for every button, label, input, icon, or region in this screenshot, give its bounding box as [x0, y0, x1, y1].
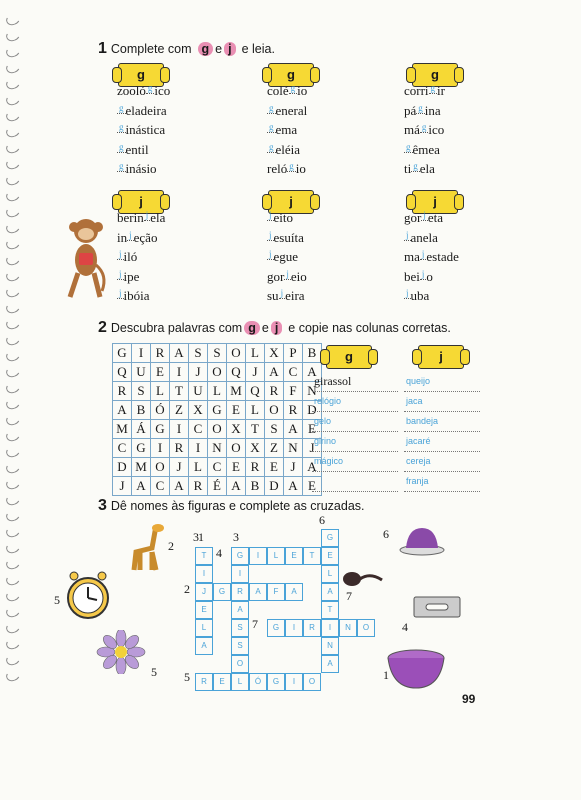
- filled-letter[interactable]: j: [119, 288, 122, 298]
- grid-cell[interactable]: Q: [227, 363, 246, 382]
- crossword-cell[interactable]: O: [231, 655, 249, 673]
- crossword-cell[interactable]: L: [321, 565, 339, 583]
- j-word: $^j$ ibóia: [119, 288, 150, 303]
- spiral-ring: [5, 428, 22, 443]
- clue-number: 4: [402, 620, 408, 634]
- grid-cell[interactable]: Z: [265, 439, 284, 458]
- spiral-ring: [5, 28, 22, 43]
- g-word: má $^g$ ico: [404, 122, 445, 137]
- spiral-ring: [5, 412, 22, 427]
- grid-cell[interactable]: E: [265, 458, 284, 477]
- grid-cell[interactable]: L: [246, 401, 265, 420]
- spiral-ring: [5, 556, 22, 571]
- g-label-scroll: g: [412, 63, 458, 87]
- filled-letter[interactable]: g: [430, 83, 436, 93]
- g-word: reló $^g$ io: [267, 161, 306, 176]
- grid-cell[interactable]: C: [284, 363, 303, 382]
- filled-letter[interactable]: g: [406, 141, 411, 152]
- spiral-ring: [5, 140, 22, 155]
- grid-cell[interactable]: A: [132, 477, 151, 496]
- spiral-ring: [5, 252, 22, 267]
- spiral-ring: [5, 188, 22, 203]
- crossword-cell[interactable]: O: [303, 673, 321, 691]
- grid-cell[interactable]: A: [265, 363, 284, 382]
- crossword-cell[interactable]: N: [339, 619, 357, 637]
- filled-letter[interactable]: j: [119, 268, 122, 279]
- filled-letter[interactable]: j: [269, 249, 272, 259]
- crossword-cell[interactable]: L: [231, 673, 249, 691]
- spiral-ring: [5, 572, 22, 587]
- crossword-cell[interactable]: E: [213, 673, 231, 691]
- spiral-ring: [5, 220, 22, 235]
- answer-line[interactable]: bandeja: [404, 412, 480, 432]
- grid-cell[interactable]: U: [189, 382, 208, 401]
- j-word: in $^j$ eção: [117, 229, 158, 245]
- g-word: $^g$ eléia: [269, 141, 301, 157]
- j-word: ma $^j$ estade: [404, 249, 459, 264]
- grid-cell[interactable]: B: [246, 477, 265, 496]
- spiral-ring: [5, 524, 22, 539]
- grid-cell[interactable]: A: [303, 363, 322, 382]
- filled-letter[interactable]: j: [406, 288, 409, 298]
- filled-letter[interactable]: g: [119, 141, 124, 152]
- grid-cell[interactable]: C: [208, 458, 227, 477]
- spiral-ring: [5, 652, 22, 667]
- j-word: $^j$ anela: [406, 229, 438, 245]
- section-3-title: 3 Dê nomes às figuras e complete as cruzadas.: [98, 497, 365, 514]
- filled-letter[interactable]: g: [421, 122, 427, 132]
- grid-cell[interactable]: J: [189, 363, 208, 382]
- spiral-ring: [5, 204, 22, 219]
- grid-cell[interactable]: P: [284, 344, 303, 363]
- answer-line[interactable]: queijo: [404, 372, 480, 392]
- g-word: $^g$ ema: [269, 122, 298, 137]
- spiral-ring: [5, 108, 22, 123]
- crossword-cell[interactable]: I: [285, 619, 303, 637]
- grid-cell[interactable]: L: [189, 458, 208, 477]
- g-word: $^g$ inásio: [119, 161, 157, 176]
- j-word: su $^j$ eira: [267, 288, 305, 303]
- clue-number: 4: [216, 546, 222, 560]
- j-words-column: [404, 372, 480, 492]
- j-word: $^j$ ipe: [119, 268, 140, 284]
- crossword-cell[interactable]: J: [195, 583, 213, 601]
- page-number: 99: [462, 692, 476, 706]
- grid-cell[interactable]: C: [113, 439, 132, 458]
- crossword-cell[interactable]: G: [321, 529, 339, 547]
- grid-cell[interactable]: O: [265, 401, 284, 420]
- g-word: $^g$ inástica: [119, 122, 166, 137]
- grid-cell[interactable]: X: [265, 344, 284, 363]
- crossword-cell[interactable]: T: [321, 601, 339, 619]
- spiral-ring: [5, 492, 22, 507]
- crossword-cell[interactable]: S: [231, 619, 249, 637]
- spiral-ring: [5, 236, 22, 251]
- spiral-ring: [5, 668, 22, 683]
- grid-cell[interactable]: É: [208, 477, 227, 496]
- grid-cell[interactable]: S: [189, 344, 208, 363]
- grid-cell[interactable]: I: [189, 439, 208, 458]
- crossword-cell[interactable]: A: [249, 583, 267, 601]
- grid-cell[interactable]: R: [265, 382, 284, 401]
- grid-cell[interactable]: I: [132, 344, 151, 363]
- answer-line[interactable]: cereja: [404, 452, 480, 472]
- tadpole-icon: [340, 568, 384, 590]
- crossword-cell[interactable]: E: [321, 547, 339, 565]
- grid-cell[interactable]: O: [208, 420, 227, 439]
- crossword-cell[interactable]: G: [267, 673, 285, 691]
- crossword-cell[interactable]: T: [195, 547, 213, 565]
- answer-line[interactable]: jaca: [404, 392, 480, 412]
- filled-letter[interactable]: g: [289, 161, 294, 171]
- crossword-cell[interactable]: E: [195, 601, 213, 619]
- clue-number: 6: [319, 513, 325, 527]
- clue-number: 7: [346, 589, 352, 603]
- crossword-cell[interactable]: G: [267, 619, 285, 637]
- crossword-cell[interactable]: G: [213, 583, 231, 601]
- giraffe-icon: [126, 522, 170, 572]
- j-word: berin $^j$ ela: [117, 210, 166, 225]
- grid-cell[interactable]: A: [113, 401, 132, 420]
- answer-line[interactable]: gelo: [312, 412, 398, 432]
- word-search-grid: [112, 343, 322, 496]
- grid-cell[interactable]: J: [303, 439, 322, 458]
- grid-cell[interactable]: S: [208, 344, 227, 363]
- filled-letter[interactable]: g: [269, 141, 274, 152]
- g-label-scroll: g: [268, 63, 314, 87]
- grid-cell[interactable]: X: [246, 439, 265, 458]
- clue-number: 3: [233, 530, 239, 544]
- g-label-scroll: g: [118, 63, 164, 87]
- grid-cell[interactable]: G: [113, 344, 132, 363]
- grid-cell[interactable]: E: [303, 477, 322, 496]
- answer-line[interactable]: girino: [312, 432, 398, 452]
- grid-cell[interactable]: T: [170, 382, 189, 401]
- grid-cell[interactable]: B: [303, 344, 322, 363]
- clue-number: 5: [54, 593, 60, 607]
- grid-cell[interactable]: J: [246, 363, 265, 382]
- grid-cell[interactable]: I: [170, 363, 189, 382]
- grid-cell[interactable]: A: [227, 477, 246, 496]
- grid-cell[interactable]: C: [189, 420, 208, 439]
- grid-cell[interactable]: A: [170, 477, 189, 496]
- crossword-cell[interactable]: R: [195, 673, 213, 691]
- crossword-cell[interactable]: I: [285, 673, 303, 691]
- grid-cell[interactable]: A: [284, 420, 303, 439]
- section-1-title: 1 Complete com g e j e leia.: [98, 40, 275, 57]
- filled-letter[interactable]: g: [290, 83, 296, 93]
- grid-cell[interactable]: A: [170, 344, 189, 363]
- crossword-cell[interactable]: A: [285, 583, 303, 601]
- section-2-title: 2 Descubra palavras com g e j e copie nas colunas corretas.: [98, 319, 451, 336]
- grid-cell[interactable]: J: [284, 458, 303, 477]
- filled-letter[interactable]: g: [119, 161, 124, 171]
- grid-cell[interactable]: A: [303, 458, 322, 477]
- spiral-ring: [5, 540, 22, 555]
- crossword-cell[interactable]: I: [195, 565, 213, 583]
- spiral-ring: [5, 300, 22, 315]
- spiral-ring: [5, 268, 22, 283]
- flower-icon: [96, 630, 146, 674]
- grid-cell[interactable]: T: [246, 420, 265, 439]
- spiral-ring: [5, 348, 22, 363]
- g-word: ti $^g$ ela: [404, 161, 435, 176]
- razor-blade-icon: [412, 593, 462, 621]
- filled-letter[interactable]: j: [286, 268, 289, 279]
- answer-line[interactable]: mágico: [312, 452, 398, 472]
- grid-cell[interactable]: R: [170, 439, 189, 458]
- grid-cell[interactable]: X: [227, 420, 246, 439]
- answer-line[interactable]: girassol: [312, 372, 398, 392]
- grid-cell[interactable]: N: [208, 439, 227, 458]
- crossword-cell[interactable]: A: [321, 655, 339, 673]
- grid-cell[interactable]: L: [151, 382, 170, 401]
- g-column-scroll: g: [326, 345, 372, 369]
- grid-cell[interactable]: J: [170, 458, 189, 477]
- section-number: 1: [98, 40, 107, 57]
- grid-cell[interactable]: G: [132, 439, 151, 458]
- g-word: colé $^g$ io: [267, 83, 308, 98]
- filled-letter[interactable]: g: [119, 102, 124, 113]
- grid-cell[interactable]: X: [189, 401, 208, 420]
- spiral-binding: [6, 14, 22, 674]
- grid-cell[interactable]: Z: [170, 401, 189, 420]
- filled-letter[interactable]: g: [418, 102, 423, 113]
- spiral-ring: [5, 92, 22, 107]
- filled-letter[interactable]: j: [421, 268, 425, 279]
- grid-cell[interactable]: R: [113, 382, 132, 401]
- grid-cell[interactable]: M: [113, 420, 132, 439]
- spiral-ring: [5, 172, 22, 187]
- grid-cell[interactable]: E: [303, 420, 322, 439]
- clue-number: 2: [168, 539, 174, 553]
- clue-number: 5: [151, 665, 157, 679]
- j-word: $^j$ uba: [406, 288, 430, 303]
- filled-letter[interactable]: g: [147, 83, 153, 93]
- j-label-scroll: j: [268, 190, 314, 214]
- grid-cell[interactable]: M: [132, 458, 151, 477]
- j-column-scroll: j: [418, 345, 464, 369]
- filled-letter[interactable]: j: [269, 229, 272, 240]
- spiral-ring: [5, 636, 22, 651]
- filled-letter[interactable]: j: [145, 210, 149, 220]
- crossword-cell[interactable]: F: [267, 583, 285, 601]
- grid-cell[interactable]: C: [151, 477, 170, 496]
- filled-letter[interactable]: g: [269, 102, 274, 113]
- grid-cell[interactable]: L: [208, 382, 227, 401]
- clock-icon: [64, 570, 112, 622]
- crossword-cell[interactable]: I: [321, 619, 339, 637]
- filled-letter[interactable]: g: [269, 122, 274, 132]
- crossword-cell[interactable]: R: [303, 619, 321, 637]
- grid-cell[interactable]: M: [227, 382, 246, 401]
- grid-cell[interactable]: O: [227, 439, 246, 458]
- crossword-cell[interactable]: R: [231, 583, 249, 601]
- g-word: $^g$ eladeira: [119, 102, 167, 118]
- clue-number: 1: [198, 530, 204, 544]
- grid-cell[interactable]: S: [265, 420, 284, 439]
- j-word: gor $^j$ eio: [267, 268, 307, 284]
- j-pill: j: [224, 42, 235, 56]
- grid-cell[interactable]: D: [113, 458, 132, 477]
- clue-number: 7: [252, 617, 258, 631]
- j-label-scroll: j: [412, 190, 458, 214]
- spiral-ring: [5, 380, 22, 395]
- grid-cell[interactable]: O: [227, 344, 246, 363]
- g-word: corri $^g$ ir: [404, 83, 445, 98]
- grid-cell[interactable]: N: [284, 439, 303, 458]
- grid-cell[interactable]: R: [151, 344, 170, 363]
- bowl-icon: [386, 648, 446, 692]
- j-word: $^j$ iló: [119, 249, 138, 264]
- spiral-ring: [5, 364, 22, 379]
- grid-cell[interactable]: A: [284, 477, 303, 496]
- filled-letter[interactable]: j: [423, 210, 426, 220]
- crossword-cell[interactable]: I: [249, 547, 267, 565]
- clue-number: 3: [193, 530, 199, 544]
- grid-cell[interactable]: S: [132, 382, 151, 401]
- grid-cell[interactable]: Á: [132, 420, 151, 439]
- crossword-cell[interactable]: A: [321, 583, 339, 601]
- filled-letter[interactable]: j: [406, 229, 409, 240]
- spiral-ring: [5, 44, 22, 59]
- g-word: $^g$ êmea: [406, 141, 440, 157]
- filled-letter[interactable]: g: [413, 161, 418, 171]
- filled-letter[interactable]: j: [129, 229, 132, 240]
- spiral-ring: [5, 124, 22, 139]
- spiral-ring: [5, 508, 22, 523]
- crossword-cell[interactable]: T: [303, 547, 321, 565]
- grid-cell[interactable]: I: [151, 439, 170, 458]
- crossword-cell[interactable]: Ó: [249, 673, 267, 691]
- grid-cell[interactable]: O: [151, 458, 170, 477]
- grid-cell[interactable]: E: [227, 401, 246, 420]
- grid-cell[interactable]: E: [151, 363, 170, 382]
- g-word: $^g$ eneral: [269, 102, 308, 118]
- grid-cell[interactable]: I: [170, 420, 189, 439]
- grid-cell[interactable]: J: [113, 477, 132, 496]
- crossword-cell[interactable]: I: [231, 565, 249, 583]
- crossword-cell[interactable]: O: [357, 619, 375, 637]
- g-pill: g: [198, 42, 214, 56]
- spiral-ring: [5, 76, 22, 91]
- grid-cell[interactable]: F: [284, 382, 303, 401]
- grid-cell[interactable]: R: [246, 458, 265, 477]
- monkey-icon: [62, 215, 110, 305]
- spiral-ring: [5, 588, 22, 603]
- g-word: pá $^g$ ina: [404, 102, 441, 118]
- grid-cell[interactable]: Q: [113, 363, 132, 382]
- spiral-ring: [5, 60, 22, 75]
- g-word: $^g$ entil: [119, 141, 149, 157]
- filled-letter[interactable]: j: [280, 288, 284, 298]
- crossword-cell[interactable]: L: [195, 619, 213, 637]
- crossword-cell[interactable]: N: [321, 637, 339, 655]
- grid-cell[interactable]: O: [208, 363, 227, 382]
- filled-letter[interactable]: j: [269, 210, 272, 220]
- j-word: bei $^j$ o: [404, 268, 433, 284]
- crossword-cell[interactable]: E: [285, 547, 303, 565]
- spiral-ring: [5, 460, 22, 475]
- answer-line[interactable]: jacaré: [404, 432, 480, 452]
- spiral-ring: [5, 316, 22, 331]
- spiral-ring: [5, 156, 22, 171]
- spiral-ring: [5, 332, 22, 347]
- spiral-ring: [5, 396, 22, 411]
- grid-cell[interactable]: R: [284, 401, 303, 420]
- filled-letter[interactable]: g: [119, 122, 124, 132]
- answer-line[interactable]: relógio: [312, 392, 398, 412]
- g-word: zooló $^g$ ico: [117, 83, 171, 98]
- pudding-icon: [398, 524, 446, 556]
- answer-line[interactable]: franja: [404, 472, 480, 492]
- crossword-cell[interactable]: S: [231, 637, 249, 655]
- grid-cell[interactable]: B: [132, 401, 151, 420]
- grid-cell[interactable]: D: [265, 477, 284, 496]
- grid-cell[interactable]: U: [132, 363, 151, 382]
- answer-line[interactable]: [312, 472, 398, 492]
- clue-number: 1: [383, 668, 389, 682]
- spiral-ring: [5, 476, 22, 491]
- filled-letter[interactable]: j: [421, 249, 425, 259]
- j-word: gor $^j$ eta: [404, 210, 444, 225]
- clue-number: 2: [184, 582, 190, 596]
- grid-cell[interactable]: G: [208, 401, 227, 420]
- crossword-cell[interactable]: G: [231, 547, 249, 565]
- clue-number: 5: [184, 670, 190, 684]
- spiral-ring: [5, 444, 22, 459]
- grid-cell[interactable]: R: [189, 477, 208, 496]
- grid-cell[interactable]: G: [151, 420, 170, 439]
- crossword-cell[interactable]: A: [195, 637, 213, 655]
- grid-cell[interactable]: N: [303, 382, 322, 401]
- filled-letter[interactable]: j: [119, 249, 122, 259]
- j-label-scroll: j: [118, 190, 164, 214]
- grid-cell[interactable]: Q: [246, 382, 265, 401]
- spiral-ring: [5, 604, 22, 619]
- grid-cell[interactable]: E: [227, 458, 246, 477]
- grid-cell[interactable]: D: [303, 401, 322, 420]
- spiral-ring: [5, 620, 22, 635]
- crossword-cell[interactable]: L: [267, 547, 285, 565]
- spiral-ring: [5, 284, 22, 299]
- spiral-ring: [5, 12, 22, 27]
- j-word: $^j$ eito: [269, 210, 294, 225]
- j-word: $^j$ egue: [269, 249, 299, 264]
- grid-cell[interactable]: Ó: [151, 401, 170, 420]
- clue-number: 6: [383, 527, 389, 541]
- g-words-column: [312, 372, 398, 492]
- grid-cell[interactable]: L: [246, 344, 265, 363]
- crossword-cell[interactable]: A: [231, 601, 249, 619]
- j-word: $^j$ esuíta: [269, 229, 304, 245]
